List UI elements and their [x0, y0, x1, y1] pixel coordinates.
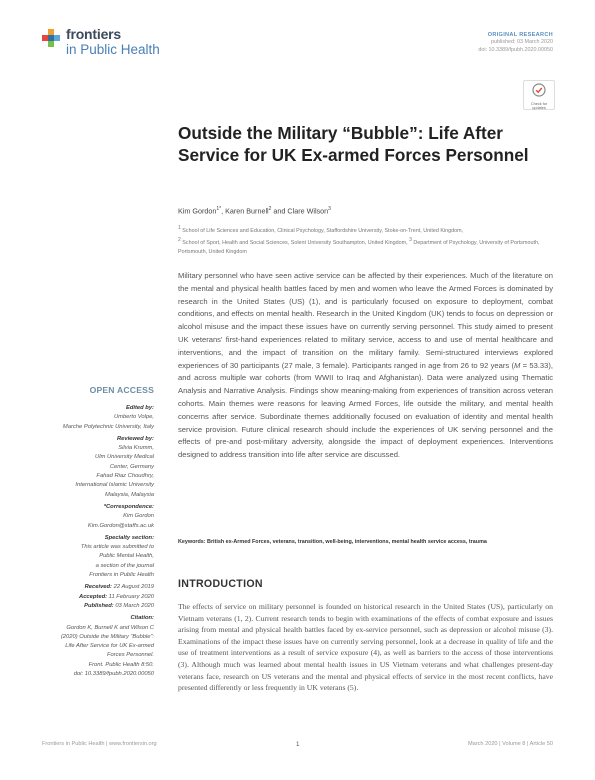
journal-name: frontiers [66, 26, 121, 42]
article-title: Outside the Military “Bubble”: Life After Service for UK Ex-armed Forces Personnel [178, 123, 529, 165]
correspondence-email-link[interactable]: Kim.Gordon@staffs.ac.uk [87, 522, 154, 529]
check-for-updates-button[interactable] [523, 80, 555, 110]
article-type: ORIGINAL RESEARCH [487, 32, 553, 38]
journal-subname: in Public Health [66, 42, 160, 57]
edited-by-label: Edited by: [125, 405, 154, 411]
author-name[interactable]: Kim Gordon [178, 206, 217, 216]
footer-issue-info: March 2020 | Volume 8 | Article 50 [468, 741, 553, 747]
citation-doi-link[interactable]: doi: 10.3389/fpubh.2020.00050 [73, 671, 154, 678]
specialty-section-label: Specialty section: [104, 534, 154, 541]
article-doi[interactable]: doi: 10.3389/fpubh.2020.00050 [478, 47, 553, 53]
check-updates-label: Check for updates [530, 102, 548, 111]
abstract: Military personnel who have seen active service can be affected by their experiences. Much of the literature on the mental and physical health battles faced by men and women who leave the Armed Forces is dominated by research in the United States (US) (1), and is particularly focused on exposure to deployment, combat conditions, and effects on mental health. Research in the United Kingdom (UK) tends to focus on depression or alcohol misuse and the impact these issues have on currently serving personnel. This study aimed to present UK veterans' first-hand experiences related to military service, access to and use of mental healthcare and interventions, and the impact of transition on the military family. Semi-structured interviews explored experiences of 30 participants (27 male, 3 female). Participants ranged in age from 26 to 92 years (M = 53.33), and across multiple war cohorts (from WWII to Iraq and Afghanistan). Data were analyzed using Thematic Analysis and Narrative Analysis. Findings show meaning-making from experiences of transition across veteran cohorts. Main themes were reasons for leaving Armed Forces, life outside the military, and mental health concerns after service. Subordinate themes additionally focused on evaluation of identity and mental health service provision. Future clinical research should include the experiences of UK serving personnel and the effects of pre-and post-military adversity, alongside the impact of deployment experiences. Interventions designed to address transition into life after service are discussed. [178, 271, 553, 460]
reviewed-by-label: Reviewed by: [116, 435, 154, 442]
keywords: Keywords: British ex-Armed Forces, veterans, transition, well-being, interventions, mental health service access, trauma [178, 539, 487, 545]
frontiers-logo-icon [42, 28, 62, 52]
open-access-label: OPEN ACCESS [89, 385, 154, 395]
author-name[interactable]: and Clare Wilson [271, 206, 329, 216]
section-heading-introduction: INTRODUCTION [178, 578, 263, 590]
affiliations: 1 School of Life Sciences and Education, Clinical Psychology, Staffordshire University, Stoke-on-Trent, United Kingdom, 2 School of Sport, Health and Social Sciences, Solent University Southampton, United Kingdom, 3 Department of Psychology, University of Portsmouth, Portsmouth, United Kingdom [178, 225, 540, 255]
footer-journal-link[interactable]: Frontiers in Public Health | www.frontiersin.org [42, 741, 157, 747]
published-date: published: 03 March 2020 [490, 39, 553, 45]
correspondence-label: *Correspondence: [103, 503, 154, 510]
check-updates-icon [532, 83, 546, 97]
citation-label: Citation: [130, 615, 154, 622]
introduction-body: The effects of service on military personnel is founded on historical research in the United States (US), particularly on Vietnam veterans (1, 2). Current research tends to begin with examinations of the effects of combat exposure and issues arising from mental and physical health battles faced by ex-service personnel, such as depression or alcohol misuse (3). Examinations of the impact these issues have on currently serving personnel, look at a decrease in quality of life and the use of treatment interventions as a result of service exposure (4), as well as barriers to the access of those interventions (3). Although much was learned about mental health issues in US Vietnam veterans and what challenges present-day veterans face, research on US veterans and the mental and physical effects of service in the most recent conflicts, have presented differently or less frequently in UK veterans (5). [178, 602, 553, 693]
page-number: 1 [296, 741, 300, 748]
article-header [333, 32, 553, 54]
article-info-sidebar: Edited by: Umberto Volpe, Marche Polytechnic University, Italy Reviewed by: Silvia Krumm, Ulm University Medical Center, Germany Fahad Riaz Choudhry, International Islamic University Malaysia, Malaysia *Correspondence: Kim Gordon Kim.Gordon@staffs.ac.uk Specialty section: This article was submitted to Public Mental Health, a section of the journal Frontiers in Public Health Received: 22 August 2019 Accepted: 11 February 2020 Published: 03 March 2020 Citation: Gordon K, Burnell K and Wilson C (2020) Outside the Military “Bubble”: Life After Service for UK Ex-armed Forces Personnel. Front. Public Health 8:50. doi: 10.3389/fpubh.2020.00050 [42, 404, 154, 679]
journal-logo [42, 26, 172, 66]
author-name[interactable]: , Karen Burnell [221, 206, 269, 216]
author-list: Kim Gordon$^{1*}$, Karen Burnell$^2$ and Clare Wilson$^3$ [178, 206, 331, 216]
